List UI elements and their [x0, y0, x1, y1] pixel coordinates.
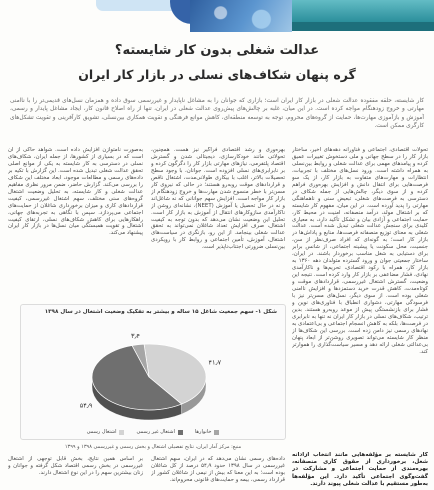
pie-value-label: ۳٫۴ — [130, 331, 141, 340]
legend-swatch — [178, 430, 183, 435]
legend-swatch — [214, 430, 219, 435]
figure-source: منبع: مرکز آمار ایران، نتایج تفصیلی اشتغال و بخش رسمی و غیررسمی ۱۳۹۸ و ۱۳۹۹ — [64, 444, 242, 450]
body-column-left: به‌صورت نامتوازن افزایش داده است. شواهد حاکی از آن است که در بسیاری از کشورها، از جمله ایران، شکاف‌های نسلی در دسترسی به کار شایسته به یکی از موانع اصلی تحقق عدالت شغلی تبدیل شده است. این گزارش با تکیه بر داده‌های رسمی و مطالعات موجود، ابعاد مختلف این شکاف را بررسی می‌کند. گزارش حاضر، ضمن مرور نظری مفاهیم عدالت شغلی و کار شایسته، به تحلیل وضعیت اشتغال گروه‌های سنی مختلف، سهم اشتغال غیررسمی، کیفیت قراردادهای کاری و میزان برخورداری شاغلان از حمایت‌های اجتماعی می‌پردازد. سپس با نگاهی به تجربه‌های جهانی، راهکارهایی برای کاهش شکاف‌های نسلی، ارتقای کیفیت اشتغال و تقویت همبستگی میان نسل‌ها در بازار کار ایران پیشنهاد می‌کند. — [8, 147, 143, 237]
pie-value-label: ۵۴٫۹ — [79, 401, 93, 410]
legend-label: اشتغال غیر رسمی — [136, 429, 175, 435]
body-column-right: تحولات اقتصادی، اجتماعی و فناورانه دهه‌های اخیر، ساختار بازار کار را در سطح جهانی و ملی دستخوش تغییرات عمیق کرده و پیامدهای مهمی برای عدالت شغلی و روابط بین‌نسلی به همراه داشته است. ورود نسل‌های مختلف با تجربیات، انتظارات و مهارت‌های متفاوت به بازار کار، از یک سو فرصت‌هایی برای انتقال دانش و افزایش بهره‌وری فراهم کرده و از سوی دیگر، چالش‌هایی از جمله شکاف در دسترسی به فرصت‌های شغلی، تبعیض سنی و ناهماهنگی مهارتی را پدید آورده است. در این میان، مفهوم کار شایسته که بر اشتغال مولد، درآمد منصفانه، امنیت در محیط کار، حمایت اجتماعی و آزادی بیان و تشکل تأکید دارد، به معیاری کلیدی برای سنجش عدالت شغلی تبدیل شده است. عدالت شغلی به معنای توزیع منصفانه فرصت‌ها، منابع و پاداش‌ها در بازار کار است؛ به گونه‌ای که افراد صرف‌نظر از سن، جنسیت، محل سکونت یا پیشینه اجتماعی، از شانس برابر برای دستیابی به شغل مناسب برخوردار باشند. در ایران، ساختار جمعیتی جوان و ورود گسترده متولدان دهه ۱۳۶۰ به بازار کار، همراه با رکود اقتصادی، تحریم‌ها و ناکارآمدی نهادی، فشار مضاعفی بر بازار کار وارد کرده است. نتیجه این وضعیت، گسترش اشتغال غیررسمی، قراردادهای موقت و کوتاه‌مدت، کاهش قدرت خرید دستمزدها و افزایش ناامنی شغلی بوده است. از سوی دیگر، نسل‌های مسن‌تر نیز با فرسودگی مهارتی، دشواری انطباق با فناوری‌های نوین و فشار برای بازنشستگی پیش از موعد روبه‌رو هستند. بدین ترتیب، شکاف‌های نسلی در بازار کار ایران نه تنها به نابرابری در فرصت‌ها، بلکه به کاهش انسجام اجتماعی و بی‌اعتمادی به نهادهای رسمی نیز دامن زده است. بررسی این شکاف‌ها از منظر کار شایسته می‌تواند تصویری روشن‌تر از ابعاد پنهان بی‌عدالتی شغلی ارائه دهد و مسیر سیاست‌گذاری را هموارتر کند. — [292, 147, 428, 355]
pie-chart — [21, 305, 285, 439]
article-subtitle: گره پنهان شکاف‌های نسلی در بازار کار ایران — [78, 67, 356, 82]
legend-label: اشتغال رسمی — [86, 429, 117, 435]
article-lead: کار شایسته، حلقه مفقوده عدالت شغلی در بازار کار ایران است؛ بازاری که جوانان را به مشاغل ناپایدار و غیررسمی سوق داده و همزمان نسل‌های قدیمی‌تر را با ناامنی مهارتی و خروج زودهنگام مواجه کرده است. در این میان، غلبه بر چالش‌های پیش‌روی عدالت شغلی در ایران، تنها از راه اصلاح قانون کار، ایجاد مشاغل پایدار و رسمی، آموزش و بازآموزی مهارت‌ها، حمایت از گروه‌های محروم، توجه به توسعه منطقه‌ای، کاهش موانع فرهنگی و تقویت همکاری بین‌نسلی، تشویق کارآفرینی و تقویت تشکل‌های کارگری ممکن است. — [10, 98, 424, 130]
section-banner — [292, 0, 434, 22]
body-column-middle-continued: داده‌های رسمی نشان می‌دهد که در ایران، سهم اشتغال غیررسمی در سال ۱۳۹۸ حدود ۵۴٫۹ درصد از کل شاغلان بوده است؛ به این معنا که بیش از نیمی از شاغلان کشور از قرارداد رسمی، بیمه و حمایت‌های قانونی محروم‌اند. — [151, 456, 285, 483]
legend-item — [136, 429, 182, 435]
body-column-middle: بهره‌وری و رشد اقتصادی فراگیر نیز هست. همچنین، تحولاتی مانند خودکارسازی، دیجیتالی شدن و گسترش اقتصاد پلتفرمی، نیازهای مهارتی بازار کار را دگرگون کرده و بر نابرابری‌های نسلی افزوده است. جوانان، با وجود سطح تحصیلات بالاتر، اغلب با بیکاری طولانی‌مدت، اشتغال ناقص و قراردادهای موقت روبه‌رو هستند؛ در حالی که نیروی کار مسن‌تر با خطر منسوخ شدن مهارت‌ها و خروج زودهنگام از بازار کار مواجه است. افزایش سهم جوانانی که نه شاغل‌اند و نه در حال تحصیل یا آموزش (NEET)، نشانه‌ای روشن از ناکارآمدی سازوکارهای انتقال از آموزش به بازار کار است. تحلیل این وضعیت نشان می‌دهد که بدون توجه به کیفیت اشتغال، صرف افزایش تعداد شاغلان نمی‌تواند به تحقق عدالت شغلی بینجامد. از این رو، بازنگری در سیاست‌های اشتغال، آموزش، تأمین اجتماعی و روابط کار با رویکردی بین‌نسلی ضرورتی اجتناب‌ناپذیر است. — [151, 147, 285, 251]
body-column-left-continued: بر اساس همین نتایج، بخش قابل توجهی از اشتغال غیررسمی در بخش رسمی اقتصاد شکل گرفته و جوانان و زنان بیشترین سهم را در این نوع اشتغال دارند. — [8, 456, 143, 476]
highlight-quote: کار شایسته بر مؤلفه‌هایی مانند انتخاب آزادانه شغل، برخورداری از حقوق کاری منصفانه، بهره‌مندی از حمایت اجتماعی و مشارکت در گفت‌وگوی اجتماعی تأکید دارد. این مؤلفه‌ها به‌طور مستقیم با عدالت شغلی پیوند دارند. — [292, 452, 428, 487]
header-banner — [0, 0, 434, 36]
chart-title: شکل ۱- سهم جمعیت شاغل ۱۵ ساله و بیشتر به تفکیک وضعیت اشتغال در سال ۱۳۹۸ — [44, 309, 277, 315]
article-title: عدالت شغلی بدون کار شایسته؟ — [114, 43, 320, 58]
legend-item — [87, 429, 125, 435]
section-strip — [292, 22, 434, 31]
pie-value-label: ۴۱٫۷ — [208, 358, 222, 367]
legend-label: خانوارها — [194, 429, 212, 435]
legend-swatch — [119, 430, 124, 435]
chart-legend — [27, 429, 279, 435]
legend-item — [195, 429, 220, 435]
figure-box — [20, 304, 286, 440]
header-illustration — [190, 0, 292, 32]
